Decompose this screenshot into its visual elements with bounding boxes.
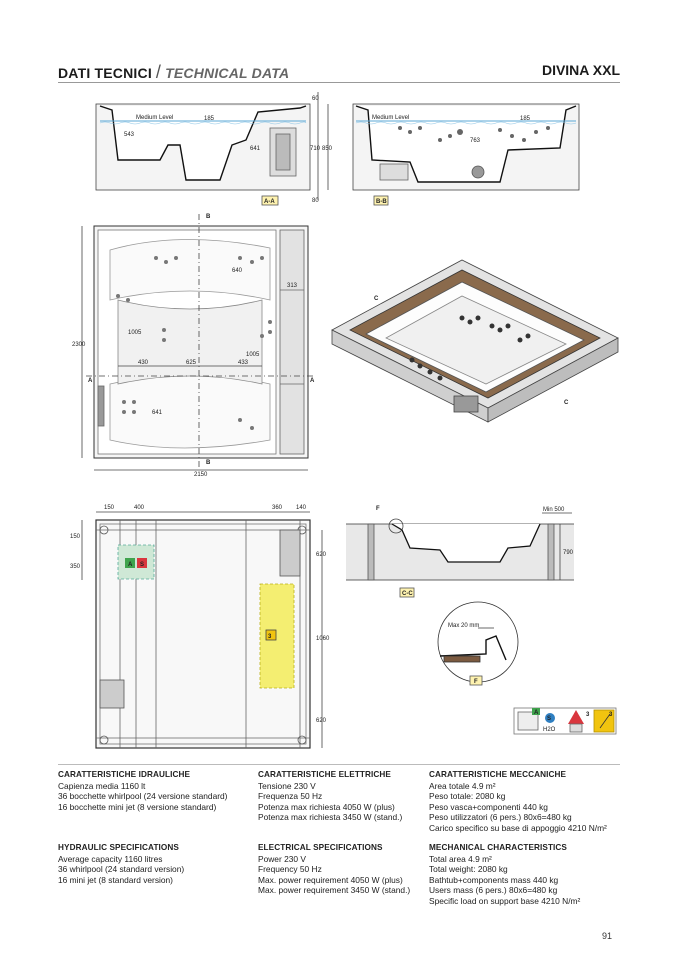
- aa-dim-80: 80: [312, 198, 319, 204]
- base-plan-drawing: [70, 505, 330, 748]
- plan-dim-640: 640: [232, 268, 243, 274]
- spec-line: Potenza max richiesta 4050 W (plus): [258, 801, 395, 812]
- aa-dim-710: 710: [310, 146, 321, 152]
- plan-mark-a-right: A: [310, 378, 315, 384]
- aa-dim-543: 543: [124, 132, 135, 138]
- electrical-specs-italian: [258, 770, 402, 823]
- page-number: 91: [601, 931, 612, 941]
- plan-dim-1005-left: 1005: [128, 330, 142, 336]
- cc-label-min500: Min 500: [543, 507, 565, 513]
- base-dim-620-bottom: 620: [316, 718, 327, 724]
- spec-line: 16 mini jet (8 standard version): [58, 874, 173, 885]
- icon-label-3b: 3: [609, 712, 613, 718]
- aa-dim-641: 641: [250, 146, 261, 152]
- base-dim-140: 140: [296, 505, 307, 511]
- spec-line: Max. power requirement 4050 W (plus): [258, 874, 403, 885]
- title-italian: DATI TECNICI: [58, 65, 152, 81]
- plan-dim-430: 430: [138, 360, 149, 366]
- base-dim-150-top: 150: [104, 505, 115, 511]
- icon-label-a: A: [534, 710, 539, 716]
- plan-mark-b-bottom: B: [206, 460, 211, 466]
- spec-line: Frequenza 50 Hz: [258, 791, 323, 801]
- base-dim-350: 350: [70, 564, 81, 570]
- base-dim-360: 360: [272, 505, 283, 511]
- spec-line: Capienza media 1160 lt: [58, 780, 146, 791]
- hydraulic-specs-italian: [58, 770, 227, 812]
- plan-dim-2300: 2300: [72, 342, 86, 348]
- electrical-title-en: ELECTRICAL SPECIFICATIONS: [258, 843, 383, 852]
- model-name: DIVINA XXL: [541, 62, 620, 78]
- base-dim-400: 400: [134, 505, 145, 511]
- spec-line: Specific load on support base 4210 N/m²: [429, 895, 581, 906]
- cc-label-790: 790: [563, 550, 574, 556]
- svg-text:C: C: [564, 400, 569, 406]
- base-dim-1060: 1060: [316, 636, 330, 642]
- spec-line: 16 bocchette mini jet (8 versione standard): [58, 801, 217, 812]
- plan-mark-b-top: B: [206, 214, 211, 220]
- spec-line: Carico specifico su base di appoggio 4210 N/m²: [429, 822, 607, 833]
- detail-f-drawing: [438, 602, 518, 685]
- section-aa-drawing: [96, 92, 333, 205]
- mechanical-title-en: MECHANICAL CHARACTERISTICS: [429, 843, 567, 852]
- spec-line: Frequency 50 Hz: [258, 864, 322, 874]
- section-cc-tag: C-C: [402, 591, 413, 597]
- electrical-specs-english: [258, 843, 410, 896]
- spec-line: Power 230 V: [258, 853, 306, 864]
- plan-mark-a-left: A: [88, 378, 93, 384]
- mechanical-title-it: CARATTERISTICHE MECCANICHE: [429, 770, 567, 779]
- plan-dim-1005-right: 1005: [246, 352, 260, 358]
- base-label-3: 3: [268, 634, 272, 640]
- spec-line: Average capacity 1160 litres: [58, 853, 163, 864]
- spec-line: Peso vasca+componenti 440 kg: [429, 801, 548, 812]
- installation-icons: [514, 708, 616, 734]
- aa-water-label: Medium Level: [136, 115, 174, 121]
- spec-line: Tensione 230 V: [258, 780, 316, 791]
- plan-view-drawing: [72, 214, 316, 478]
- bb-dim-763: 763: [470, 138, 481, 144]
- plan-dim-2150: 2150: [194, 472, 208, 478]
- icon-label-s: S: [547, 716, 552, 722]
- spec-line: Area totale 4.9 m²: [429, 780, 496, 791]
- bb-dim-185: 185: [520, 116, 531, 122]
- spec-line: Users mass (6 pers.) 80x6=480 kg: [429, 885, 558, 895]
- spec-line: Max. power requirement 3450 W (stand.): [258, 885, 411, 895]
- plan-dim-641: 641: [152, 410, 163, 416]
- icon-label-h2o: H2O: [543, 727, 556, 733]
- spec-line: Total area 4.9 m²: [429, 853, 492, 864]
- plan-dim-433: 433: [238, 360, 249, 366]
- section-bb-drawing: [353, 104, 579, 205]
- spec-line: Peso utilizzatori (6 pers.) 80x6=480 kg: [429, 812, 572, 822]
- electric-plug-icon: [594, 710, 614, 732]
- svg-text:C: C: [374, 296, 379, 302]
- spec-line: Potenza max richiesta 3450 W (stand.): [258, 812, 403, 822]
- title-separator: /: [155, 62, 162, 82]
- base-dim-620-top: 620: [316, 552, 327, 558]
- mechanical-specs-english: [429, 843, 580, 906]
- aa-dim-185: 185: [204, 116, 215, 122]
- spec-line: Total weight: 2080 kg: [429, 864, 508, 874]
- title-english: TECHNICAL DATA: [165, 65, 290, 81]
- spec-line: 36 whirlpool (24 standard version): [58, 864, 185, 874]
- mechanical-specs-italian: [429, 770, 607, 833]
- hydraulic-specs-english: [58, 843, 184, 885]
- base-label-s: S: [140, 562, 145, 568]
- section-bb-tag: B-B: [376, 199, 387, 205]
- bb-water-label: Medium Level: [372, 115, 410, 121]
- hydraulic-title-en: HYDRAULIC SPECIFICATIONS: [58, 843, 179, 852]
- section-aa-tag: A-A: [264, 199, 275, 205]
- aa-dim-850: 850: [322, 146, 333, 152]
- cc-label-f: F: [376, 506, 380, 512]
- spec-line: Peso totale: 2080 kg: [429, 791, 506, 801]
- section-cc-drawing: [346, 506, 574, 597]
- electrical-title-it: CARATTERISTICHE ELETTRICHE: [258, 770, 391, 779]
- base-dim-150-left: 150: [70, 534, 81, 540]
- spec-line: Bathtub+components mass 440 kg: [429, 874, 559, 885]
- base-label-a: A: [128, 562, 133, 568]
- detail-f-tag: F: [474, 679, 478, 685]
- specs-divider: [58, 764, 620, 765]
- plan-dim-313: 313: [287, 283, 298, 289]
- spec-line: 36 bocchette whirlpool (24 versione standard): [58, 791, 228, 801]
- detail-f-label: Max 20 mm: [448, 623, 480, 629]
- isometric-view-drawing: [332, 260, 618, 422]
- icon-label-3a: 3: [586, 712, 590, 718]
- aa-dim-60: 60: [312, 96, 319, 102]
- hydraulic-title-it: CARATTERISTICHE IDRAULICHE: [58, 770, 191, 779]
- plan-dim-625: 625: [186, 360, 197, 366]
